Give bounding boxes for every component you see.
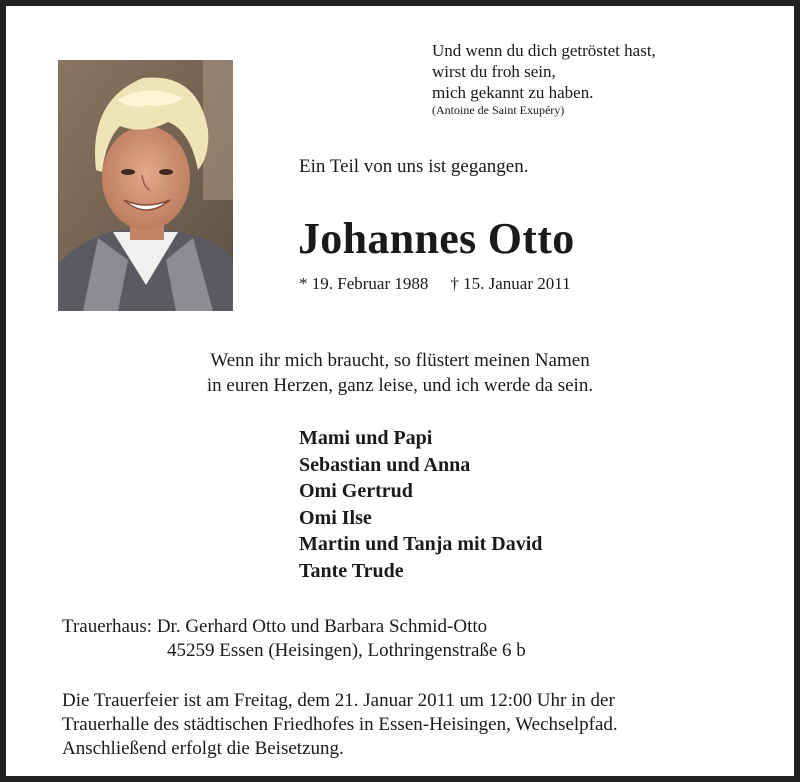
verse-block <box>0 348 800 398</box>
family-member: Mami und Papi <box>299 427 433 449</box>
quote-block <box>432 40 656 117</box>
intro-line: Ein Teil von uns ist gegangen. <box>299 156 529 177</box>
family-list <box>299 425 542 584</box>
family-member: Omi Gertrud <box>299 480 413 502</box>
portrait-photo <box>58 60 233 311</box>
death-date: † 15. Januar 2011 <box>450 274 571 293</box>
portrait-photo-icon <box>58 60 233 311</box>
ceremony-line: Die Trauerfeier ist am Freitag, dem 21. Januar 2011 um 12:00 Uhr in der <box>62 690 615 711</box>
ceremony-block <box>62 689 618 761</box>
family-member: Sebastian und Anna <box>299 453 471 476</box>
quote-author: (Antoine de Saint Exupéry) <box>432 103 565 117</box>
deceased-name: Johannes Otto <box>298 214 575 263</box>
verse-line: in euren Herzen, ganz leise, und ich werde da sein. <box>206 375 594 396</box>
family-member: Tante Trude <box>299 559 404 582</box>
ceremony-line: Anschließend erfolgt die Beisetzung. <box>62 738 344 759</box>
trauerhaus-block <box>62 615 526 663</box>
quote-line: mich gekannt zu haben. <box>432 83 594 102</box>
verse-line: Wenn ihr mich braucht, so flüstert meinen Namen <box>210 350 590 371</box>
quote-line: wirst du froh sein, <box>432 62 556 81</box>
trauerhaus-address: 45259 Essen (Heisingen), Lothringenstraße 6 b <box>167 640 526 661</box>
ceremony-line: Trauerhalle des städtischen Friedhofes in Essen-Heisingen, Wechselpfad. <box>62 714 618 735</box>
family-member: Martin und Tanja mit David <box>299 533 543 555</box>
life-dates <box>299 274 571 294</box>
quote-line: Und wenn du dich getröstet hast, <box>432 41 656 60</box>
trauerhaus-line: Trauerhaus: Dr. Gerhard Otto und Barbara Schmid-Otto <box>62 616 488 637</box>
birth-date: * 19. Februar 1988 <box>299 274 429 293</box>
family-member: Omi Ilse <box>299 506 372 529</box>
